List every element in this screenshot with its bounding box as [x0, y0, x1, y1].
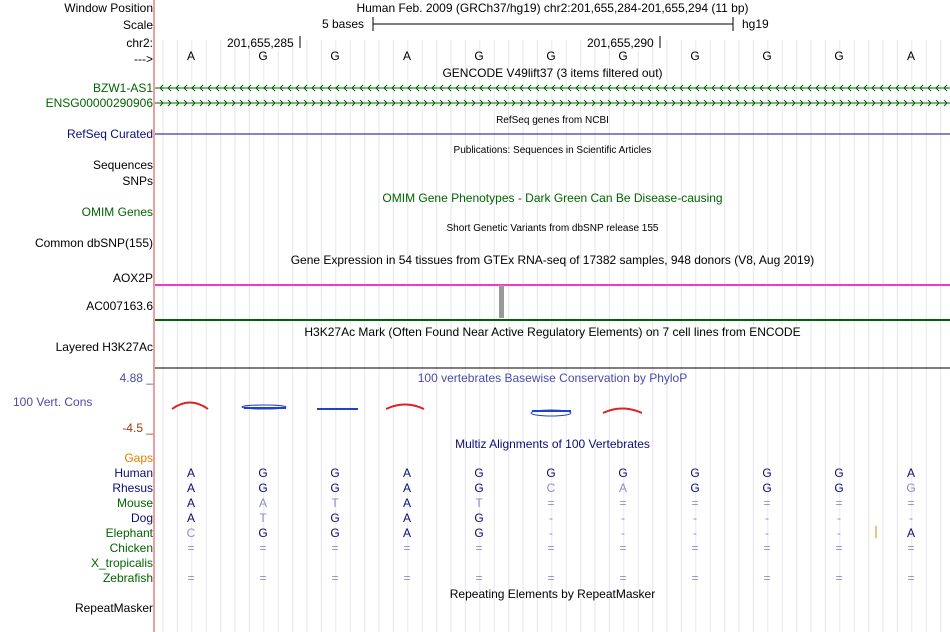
alignment-base: = [259, 541, 267, 555]
ruler-base: A [186, 49, 195, 63]
species-label[interactable]: Zebrafish [102, 571, 153, 585]
alignment-base: G [618, 466, 628, 480]
species-label[interactable]: Dog [130, 511, 153, 525]
alignment-base: A [402, 481, 411, 495]
alignment-base: - [765, 511, 769, 525]
alignment-base: A [186, 466, 195, 480]
alignment-base: A [186, 496, 195, 510]
conservation-mark [386, 405, 424, 410]
alignment-base: = [403, 571, 411, 585]
alignment-base: = [475, 541, 483, 555]
alignment-base: G [330, 481, 340, 495]
species-label[interactable]: Rhesus [112, 481, 153, 495]
alignment-base: = [835, 541, 843, 555]
alignment-base: C [546, 481, 556, 495]
alignment-base: = [907, 541, 915, 555]
coord-tick-2: 201,655,290 [587, 36, 654, 50]
ruler-base: A [906, 49, 915, 63]
alignment-base: = [907, 571, 915, 585]
alignment-base: G [258, 526, 268, 540]
gene-label-bzw1-as1[interactable]: BZW1-AS1 [92, 81, 153, 95]
alignment-base: = [547, 541, 555, 555]
alignment-base: G [906, 481, 916, 495]
window-position-label: Window Position [64, 1, 153, 15]
alignment-base: = [403, 541, 411, 555]
rmsk-title: Repeating Elements by RepeatMasker [449, 587, 656, 601]
alignment-base: G [330, 526, 340, 540]
alignment-base: G [258, 466, 268, 480]
alignment-base: = [259, 571, 267, 585]
ruler-base: G [474, 49, 484, 63]
gtex-gene-aox2p[interactable]: AOX2P [112, 271, 153, 285]
gtex-expression-bar [499, 285, 504, 318]
gene-label-ensg00000290906[interactable]: ENSG00000290906 [45, 96, 153, 110]
omim-title: OMIM Gene Phenotypes - Dark Green Can Be Disease-causing [382, 191, 723, 205]
alignment-base: A [402, 511, 411, 525]
strand-label: ---> [134, 52, 153, 66]
cons-label[interactable]: 100 Vert. Cons [13, 395, 93, 409]
alignment-base: A [402, 526, 411, 540]
species-label[interactable]: Human [114, 466, 153, 480]
alignment-base: = [691, 541, 699, 555]
refseq-title: RefSeq genes from NCBI [496, 115, 609, 126]
alignment-base: = [835, 571, 843, 585]
species-label[interactable]: X_tropicalis [90, 556, 153, 570]
refseq-label[interactable]: RefSeq Curated [66, 127, 153, 141]
cons-max: 4.88 _ [119, 371, 153, 385]
alignment-base: = [619, 541, 627, 555]
publications-title: Publications: Sequences in Scientific Articles [453, 145, 652, 156]
gtex-gene-ac007163[interactable]: AC007163.6 [86, 299, 153, 313]
alignment-base: - [693, 511, 697, 525]
alignment-base: T [475, 496, 483, 510]
alignment-base: = [475, 571, 483, 585]
alignment-base: G [834, 466, 844, 480]
ruler-base: A [402, 49, 411, 63]
ruler-base: G [690, 49, 700, 63]
dbsnp-title: Short Genetic Variants from dbSNP release 155 [446, 223, 659, 234]
alignment-base: A [906, 466, 915, 480]
alignment-base: G [474, 466, 484, 480]
alignment-base: = [547, 496, 555, 510]
ruler-base: G [330, 49, 340, 63]
alignment-base: - [549, 511, 553, 525]
alignment-base: G [690, 466, 700, 480]
alignment-base: = [331, 571, 339, 585]
ruler-base: G [546, 49, 556, 63]
snps-label[interactable]: SNPs [122, 174, 153, 188]
alignment-base: A [186, 481, 195, 495]
species-label[interactable]: Chicken [109, 541, 153, 555]
ruler-base: G [834, 49, 844, 63]
alignment-base: - [549, 526, 553, 540]
gtex-title: Gene Expression in 54 tissues from GTEx RNA-seq of 17382 samples, 948 donors (V8, Aug 2019) [290, 253, 815, 267]
alignment-base: G [258, 481, 268, 495]
alignment-base: A [402, 496, 411, 510]
alignment-base: = [619, 571, 627, 585]
alignment-base: G [762, 481, 772, 495]
alignment-base: A [258, 496, 267, 510]
alignment-base: A [402, 466, 411, 480]
alignment-base: = [547, 571, 555, 585]
alignment-base: T [331, 496, 339, 510]
alignment-base: C [186, 526, 196, 540]
conservation-mark [603, 409, 642, 414]
alignment-base: = [763, 541, 771, 555]
alignment-base: - [837, 511, 841, 525]
omim-label[interactable]: OMIM Genes [81, 205, 153, 219]
alignment-base: - [693, 526, 697, 540]
alignment-base: A [906, 526, 915, 540]
alignment-base: T [259, 511, 267, 525]
alignment-base: G [330, 466, 340, 480]
h3k27ac-label[interactable]: Layered H3K27Ac [55, 340, 153, 354]
alignment-base: G [762, 466, 772, 480]
alignment-base: G [474, 481, 484, 495]
multiz-title: Multiz Alignments of 100 Vertebrates [455, 437, 650, 451]
alignment-base: - [909, 511, 913, 525]
scale-value: 5 bases [322, 17, 365, 31]
species-label[interactable]: Mouse [116, 496, 153, 510]
alignment-base: - [765, 526, 769, 540]
alignment-base: = [691, 571, 699, 585]
h3k27ac-title: H3K27Ac Mark (Often Found Near Active Regulatory Elements) on 7 cell lines from ENCODE [304, 325, 801, 339]
alignment-base: = [187, 571, 195, 585]
chrom-label: chr2: [126, 36, 153, 50]
conservation-mark [172, 403, 208, 410]
cons-title: 100 vertebrates Basewise Conservation by PhyloP [417, 371, 688, 385]
scale-db: hg19 [742, 17, 769, 31]
alignment-base: G [834, 481, 844, 495]
ruler-base: G [618, 49, 628, 63]
alignment-base: = [187, 541, 195, 555]
alignment-base: G [690, 481, 700, 495]
alignment-base: - [621, 526, 625, 540]
species-label[interactable]: Elephant [105, 526, 153, 540]
alignment-base: G [474, 511, 484, 525]
rmsk-label[interactable]: RepeatMasker [74, 601, 153, 615]
cons-min: -4.5 _ [122, 421, 153, 435]
alignment-base: G [546, 466, 556, 480]
alignment-base: G [474, 526, 484, 540]
alignment-base: = [763, 571, 771, 585]
alignment-base: - [837, 526, 841, 540]
coord-tick-1: 201,655,285 [227, 36, 294, 50]
alignment-base: - [621, 511, 625, 525]
alignment-base: A [186, 511, 195, 525]
alignment-base: = [835, 496, 843, 510]
gaps-label: Gaps [124, 451, 153, 465]
window-position-value: Human Feb. 2009 (GRCh37/hg19) chr2:201,655,284-201,655,294 (11 bp) [356, 1, 749, 15]
dbsnp-label[interactable]: Common dbSNP(155) [34, 236, 153, 250]
alignment-base: A [618, 481, 627, 495]
ruler-base: G [762, 49, 772, 63]
alignment-base: = [619, 496, 627, 510]
scale-label: Scale [122, 18, 153, 32]
alignment-base: = [331, 541, 339, 555]
ruler-base: G [258, 49, 268, 63]
gencode-title: GENCODE V49lift37 (3 items filtered out) [442, 66, 663, 80]
sequences-label[interactable]: Sequences [92, 158, 153, 172]
alignment-base: = [907, 496, 915, 510]
alignment-base: = [763, 496, 771, 510]
alignment-base: = [691, 496, 699, 510]
alignment-base: G [330, 511, 340, 525]
